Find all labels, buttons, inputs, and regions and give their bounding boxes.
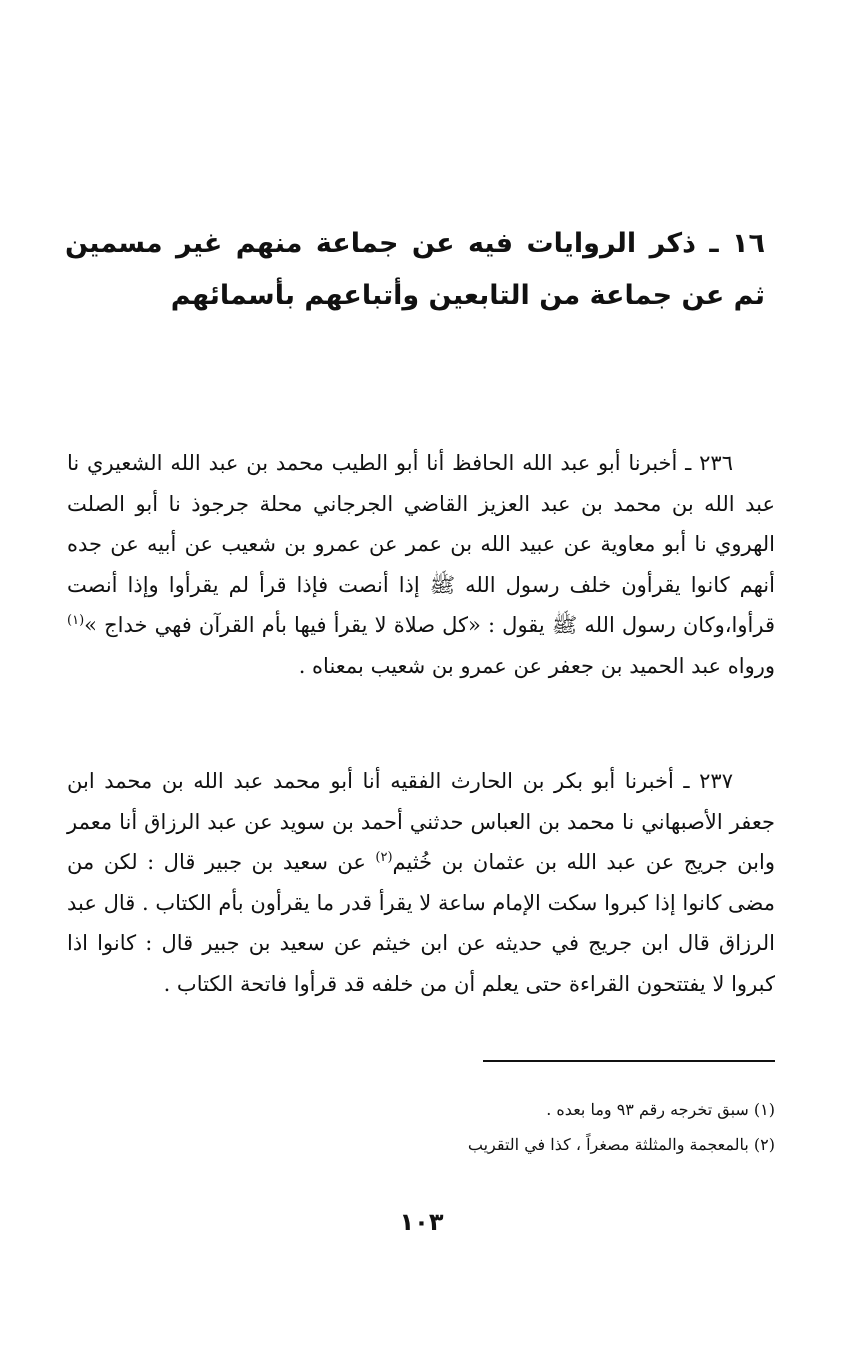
chapter-title: ١٦ ـ ذكر الروايات فيه عن جماعة منهم غير مسمين ثم عن جماعة من التابعين وأتباعهم بأسمائهم [65, 228, 765, 311]
footnotes-list [67, 1092, 775, 1162]
footnote-ref-2: (٢) [375, 850, 393, 865]
footnote-divider [483, 1060, 775, 1062]
paragraph-236-text-a: ٢٣٦ ـ أخبرنا أبو عبد الله الحافظ أنا أبو الطيب محمد بن عبد الله الشعيري نا عبد الله بن محمد بن عبد العزيز القاضي الجرجاني محلة جرجوذ نا أبو الصلت الهروي نا أبو معاوية عن عبيد الله بن عمر عن عمرو بن شعيب عن أبيه عن جده أنهم كانوا يقرأون خلف رسول الله ﷺ إذا أنصت فإذا قرأ لم يقرأوا وإذا أنصت قرأوا،وكان رسول الله ﷺ يقول : «كل صلاة لا يقرأ فيها بأم القرآن فهي خداج » [67, 451, 775, 637]
footnote-ref-1: (١) [67, 613, 85, 628]
paragraph-236 [67, 443, 775, 686]
footnote-2: (٢) بالمعجمة والمثلثة مصغراً ، كذا في التقريب [467, 1135, 775, 1154]
paragraph-237-text-a: ٢٣٧ ـ أخبرنا أبو بكر بن الحارث الفقيه أنا أبو محمد عبد الله بن محمد ابن جعفر الأصبهاني نا محمد بن العباس حدثني أحمد بن سويد عن عبد الرزاق أنا معمر وابن جريج عن عبد الله بن عثمان بن خُثيم [67, 769, 775, 874]
paragraph-237-text-b: عن سعيد بن جبير قال : لكن من مضى كانوا إذا كبروا سكت الإمام ساعة لا يقرأ قدر ما يقرأون بأم الكتاب . قال عبد الرزاق قال ابن جريج في حديثه عن ابن خيثم عن سعيد بن جبير قال : كانوا اذا كبروا لا يفتتحون القراءة حتى يعلم أن من خلفه قد قرأوا فاتحة الكتاب . [67, 850, 775, 996]
paragraph-236-text-b: ورواه عبد الحميد بن جعفر عن عمرو بن شعيب بمعناه . [298, 653, 775, 678]
footnote-1: (١) سبق تخرجه رقم ٩٣ وما بعده . [546, 1100, 775, 1119]
page-number: ١٠٣ [399, 1208, 444, 1236]
paragraph-237 [67, 761, 775, 1004]
